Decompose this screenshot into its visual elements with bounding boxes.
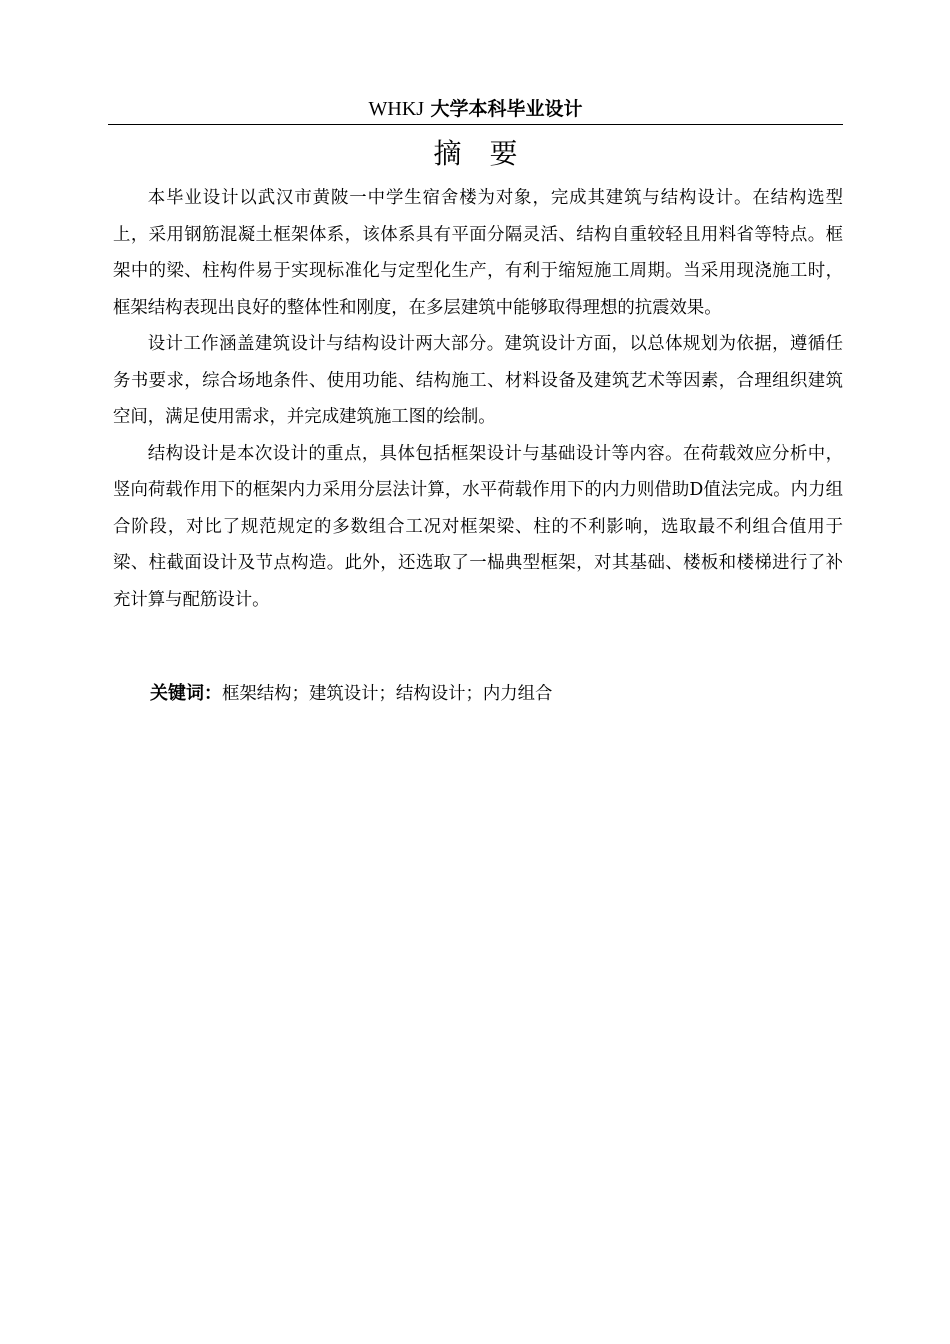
keywords-label: 关键词： xyxy=(150,683,222,704)
header-prefix: WHKJ xyxy=(368,98,425,120)
abstract-paragraph-2: 设计工作涵盖建筑设计与结构设计两大部分。建筑设计方面，以总体规划为依据，遵循任务书要求，综合场地条件、使用功能、结构施工、材料设备及建筑艺术等因素，合理组织建筑空间，满足使用需求，并完成建筑施工图的绘制。 xyxy=(113,334,843,427)
keywords-text: 框架结构；建筑设计；结构设计；内力组合 xyxy=(222,684,553,704)
header-title: 大学本科毕业设计 xyxy=(430,98,583,120)
abstract-title: 摘要 xyxy=(433,137,546,170)
abstract-paragraph-1: 本毕业设计以武汉市黄陂一中学生宿舍楼为对象，完成其建筑与结构设计。在结构选型上，采用钢筋混凝土框架体系，该体系具有平面分隔灵活、结构自重较轻且用料省等特点。框架中的梁、柱构件易于实现标准化与定型化生产，有利于缩短施工周期。当采用现浇施工时，框架结构表现出良好的整体性和刚度，在多层建筑中能够取得理想的抗震效果。 xyxy=(113,188,843,318)
abstract-paragraph-3: 结构设计是本次设计的重点，具体包括框架设计与基础设计等内容。在荷载效应分析中，竖向荷载作用下的框架内力采用分层法计算，水平荷载作用下的内力则借助D值法完成。内力组合阶段，对比了规范规定的多数组合工况对框架梁、柱的不利影响，选取最不利组合值用于梁、柱截面设计及节点构造。此外，还选取了一榀典型框架，对其基础、楼板和楼梯进行了补充计算与配筋设计。 xyxy=(113,443,843,610)
running-header xyxy=(108,94,843,123)
keywords xyxy=(150,676,552,712)
abstract-body xyxy=(113,180,843,618)
header-rule xyxy=(108,124,843,125)
